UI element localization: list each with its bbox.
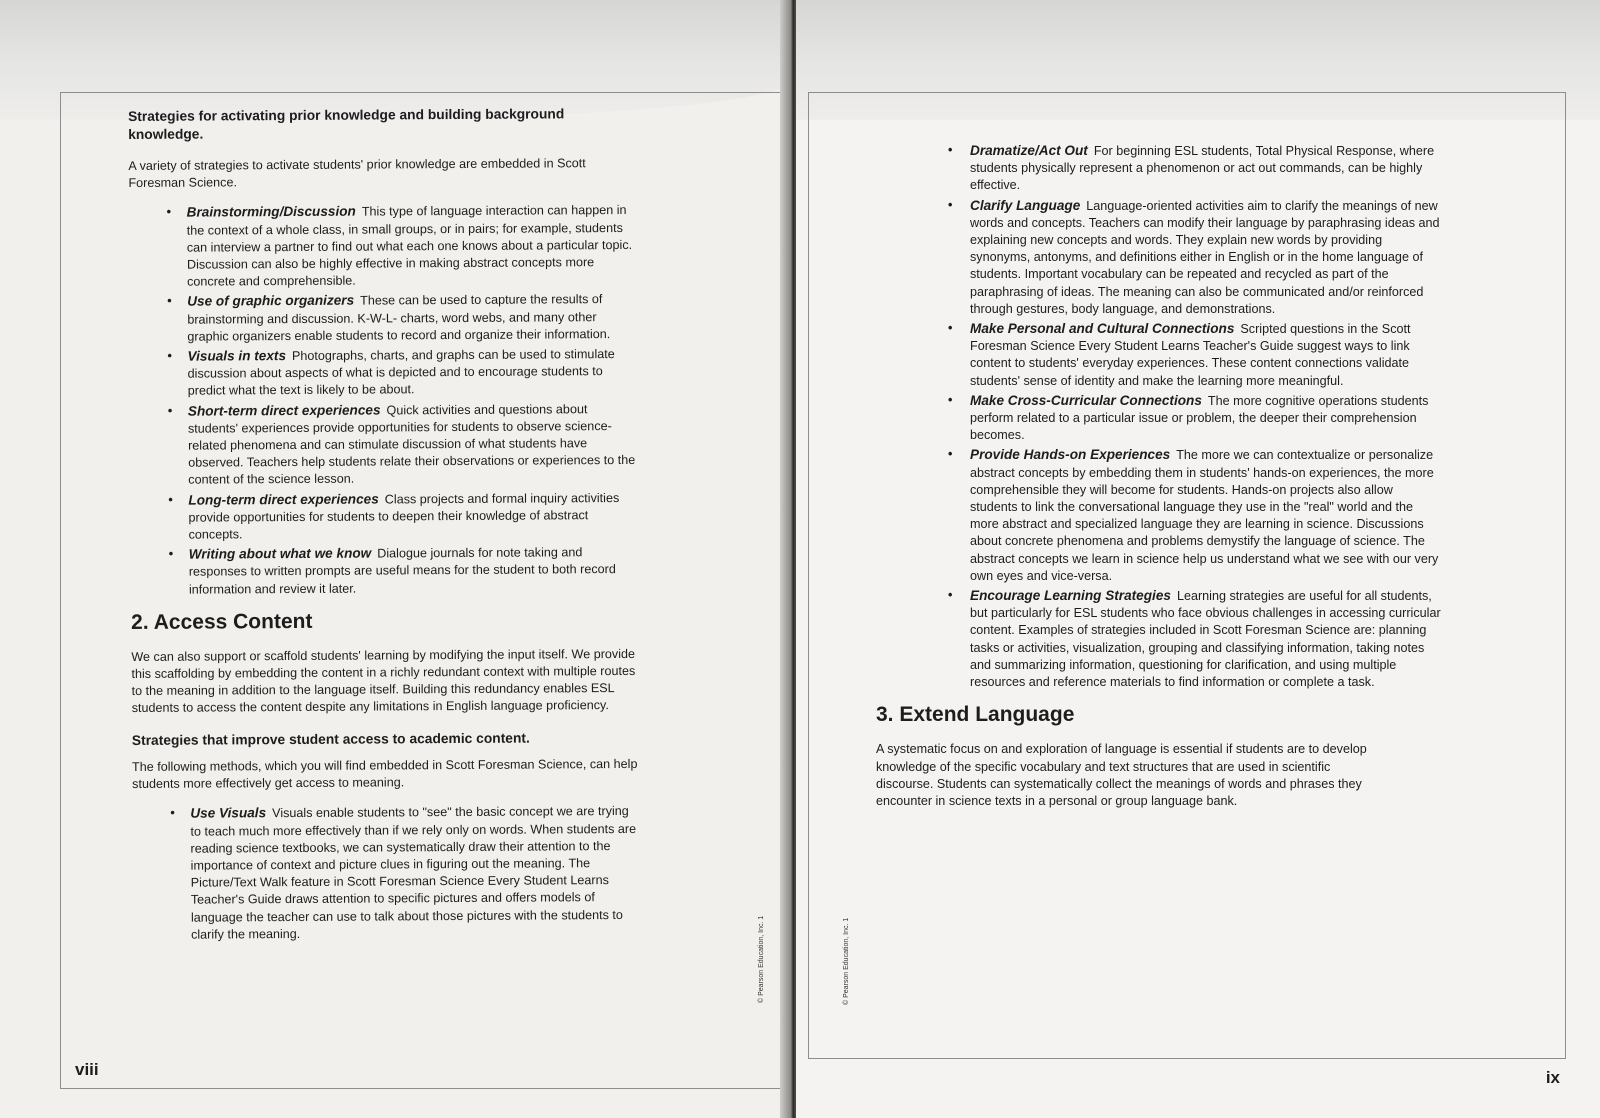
list-item [129,201,640,291]
right-page [796,0,1600,1118]
list-item [946,587,1441,691]
section-subheading: Strategies that improve student access to academic content. [131,730,530,748]
item-text: Visuals enable students to "see" the basic concept we are trying to teach much more effectively than if we rely only on words. When students are reading science textbooks, we can systematically draw their attention to the importance of context and picture clues in figuring out the meaning. The Picture/Text Walk feature in Scott Foresman Science Every Student Learns Teacher's Guide draws attention to specific pictures and offers models of language the teacher can use to talk about those pictures with the students to clarify the meaning. [190,804,637,942]
item-text: The more cognitive operations students perform related to a particular issue or problem, the deeper their comprehension becomes. [970,393,1429,443]
list-item [946,142,1441,195]
item-term: Make Personal and Cultural Connections [970,321,1235,337]
list-item [132,802,643,944]
section-heading: 3. Extend Language [876,703,1075,727]
list-item [129,345,639,401]
list-item [946,320,1441,390]
bullet-icon: • [167,348,172,363]
intro-paragraph: A variety of strategies to activate students' prior knowledge are embedded in Scott Foresman Science. [128,156,586,191]
left-content [128,105,643,952]
page-number: ix [1545,1068,1560,1087]
list-item [946,197,1441,318]
item-term: Make Cross-Curricular Connections [970,392,1202,408]
bullet-icon: • [168,546,174,562]
bullet-icon: • [168,492,173,507]
bullet-icon: • [948,143,953,157]
item-term: Short-term direct experiences [187,402,381,419]
item-text: Language-oriented activities aim to clarify the meanings of new words and concepts. Teachers can modify their language by paraphrasing ideas and explaining new concepts and words. They explain new words by providing synonyms, antonyms, and definitions either in English or in the home language of students. Important vocabulary can be repeated and recycled as part of the paraphrasing of ideas. The meaning can also be communicated and/or reinforced through gestures, body language, and demonstrations. [970,198,1440,316]
strategy-list [132,802,643,944]
bullet-icon: • [948,197,953,212]
section-paragraph: A systematic focus on and exploration of language is essential if students are to develop knowledge of the specific vocabulary and text structures that are used in scientific discourse. Students can systematically collect the meanings of words and phrases they encounter in science texts in a personal or group language bank. [876,742,1367,808]
item-term: Clarify Language [970,197,1081,213]
item-text: Quick activities and questions about students' experiences provide opportunities for students to observe science-related phenomena and can stimulate discussion of what students have observed. Teachers help students relate their observations or experiences to the content of the science lesson. [187,401,636,488]
bullet-icon: • [167,294,172,309]
right-content [876,142,1441,822]
bullet-icon: • [948,447,953,462]
subintro-paragraph: The following methods, which you will find embedded in Scott Foresman Science, can help students more effectively get access to meaning. [131,756,638,792]
item-term: Writing about what we know [188,545,372,562]
item-term: Dramatize/Act Out [970,143,1088,158]
item-term: Brainstorming/Discussion [186,204,356,221]
bullet-icon: • [170,806,175,821]
list-item [946,446,1441,585]
section-heading: 2. Access Content [131,609,313,634]
item-text: These can be used to capture the results of brainstorming and discussion. K-W-L- charts, word webs, and many other graphic organizers enable students to record and organize their information. [187,292,611,344]
page-number: viii [75,1060,99,1079]
copyright-notice: © Pearson Education, Inc. 1 [843,917,850,1005]
item-text: For beginning ESL students, Total Physical Response, where students physically represent a phenomenon or act out commands, can be highly effective. [970,144,1435,193]
item-text: Dialogue journals for note taking and responses to written prompts are useful means for the student to both record information and review it later. [188,545,616,597]
left-page [0,0,792,1118]
item-term: Use of graphic organizers [187,293,355,310]
list-item [130,489,640,545]
bullet-icon: • [948,321,953,336]
bullet-icon: • [167,403,173,418]
item-text: Learning strategies are useful for all students, but particularly for ESL students who face obvious challenges in accessing curricular content. Examples of strategies included in Scott Foresman Science are: planning tasks or activities, visualization, grouping and classifying information, taking notes and summarizing information, questioning for clarification, and using multiple resources and reference materials to find information or complete a task. [970,589,1441,690]
item-term: Long-term direct experiences [188,491,379,508]
bullet-icon: • [948,392,953,407]
list-item [129,290,639,346]
item-term: Use Visuals [190,805,267,821]
bullet-icon: • [166,205,172,220]
item-text: Class projects and formal inquiry activities provide opportunities for students to deepen their knowledge of abstract concepts. [188,490,620,542]
section-subheading: Strategies for activating prior knowledge and building background knowledge. [128,106,565,142]
strategy-list [946,142,1441,691]
strategy-list [129,201,641,599]
item-text: The more we can contextualize or personalize abstract concepts by embedding them in students' hands-on experiences, the more comprehensible they will become for students. Hands-on projects also allow students to link the conversational language they use in the "real" world and the more abstract and specialized language they are learning in science. Discussions about concrete phenomena and problems demystify the language of science. The abstract concepts we learn in science help us understand what we see with our very own eyes and vice-versa. [970,448,1439,583]
item-term: Visuals in texts [187,348,287,364]
list-item [130,400,641,490]
item-text: Scripted questions in the Scott Foresman Science Every Student Learns Teacher's Guide suggest ways to link content to students' everyday experiences. These content connections validate students' sense of identity and make the learning more meaningful. [970,322,1411,388]
copyright-notice: © Pearson Education, Inc. 1 [758,915,765,1003]
item-text: This type of language interaction can happen in the context of a whole class, in small groups, or in pairs; for example, students can interview a partner to find out what each one knows about a particular topic. Discussion can also be highly effective in making abstract concepts more concrete and comprehensible. [186,203,633,289]
section-paragraph: We can also support or scaffold students' learning by modifying the input itself. We provide this scaffolding by embedding the content in a richly redundant context with multiple routes to the meaning in addition to the language itself. Building this redundancy enables ESL students to access the content despite any limitations in English language proficiency. [131,646,636,716]
list-item [946,392,1441,445]
bullet-icon: • [948,588,953,603]
item-term: Provide Hands-on Experiences [970,447,1171,463]
list-item [131,543,641,599]
item-term: Encourage Learning Strategies [970,588,1171,604]
item-text: Photographs, charts, and graphs can be used to stimulate discussion about aspects of what is depicted and to encourage students to predict what the text is likely to be about. [187,347,615,399]
